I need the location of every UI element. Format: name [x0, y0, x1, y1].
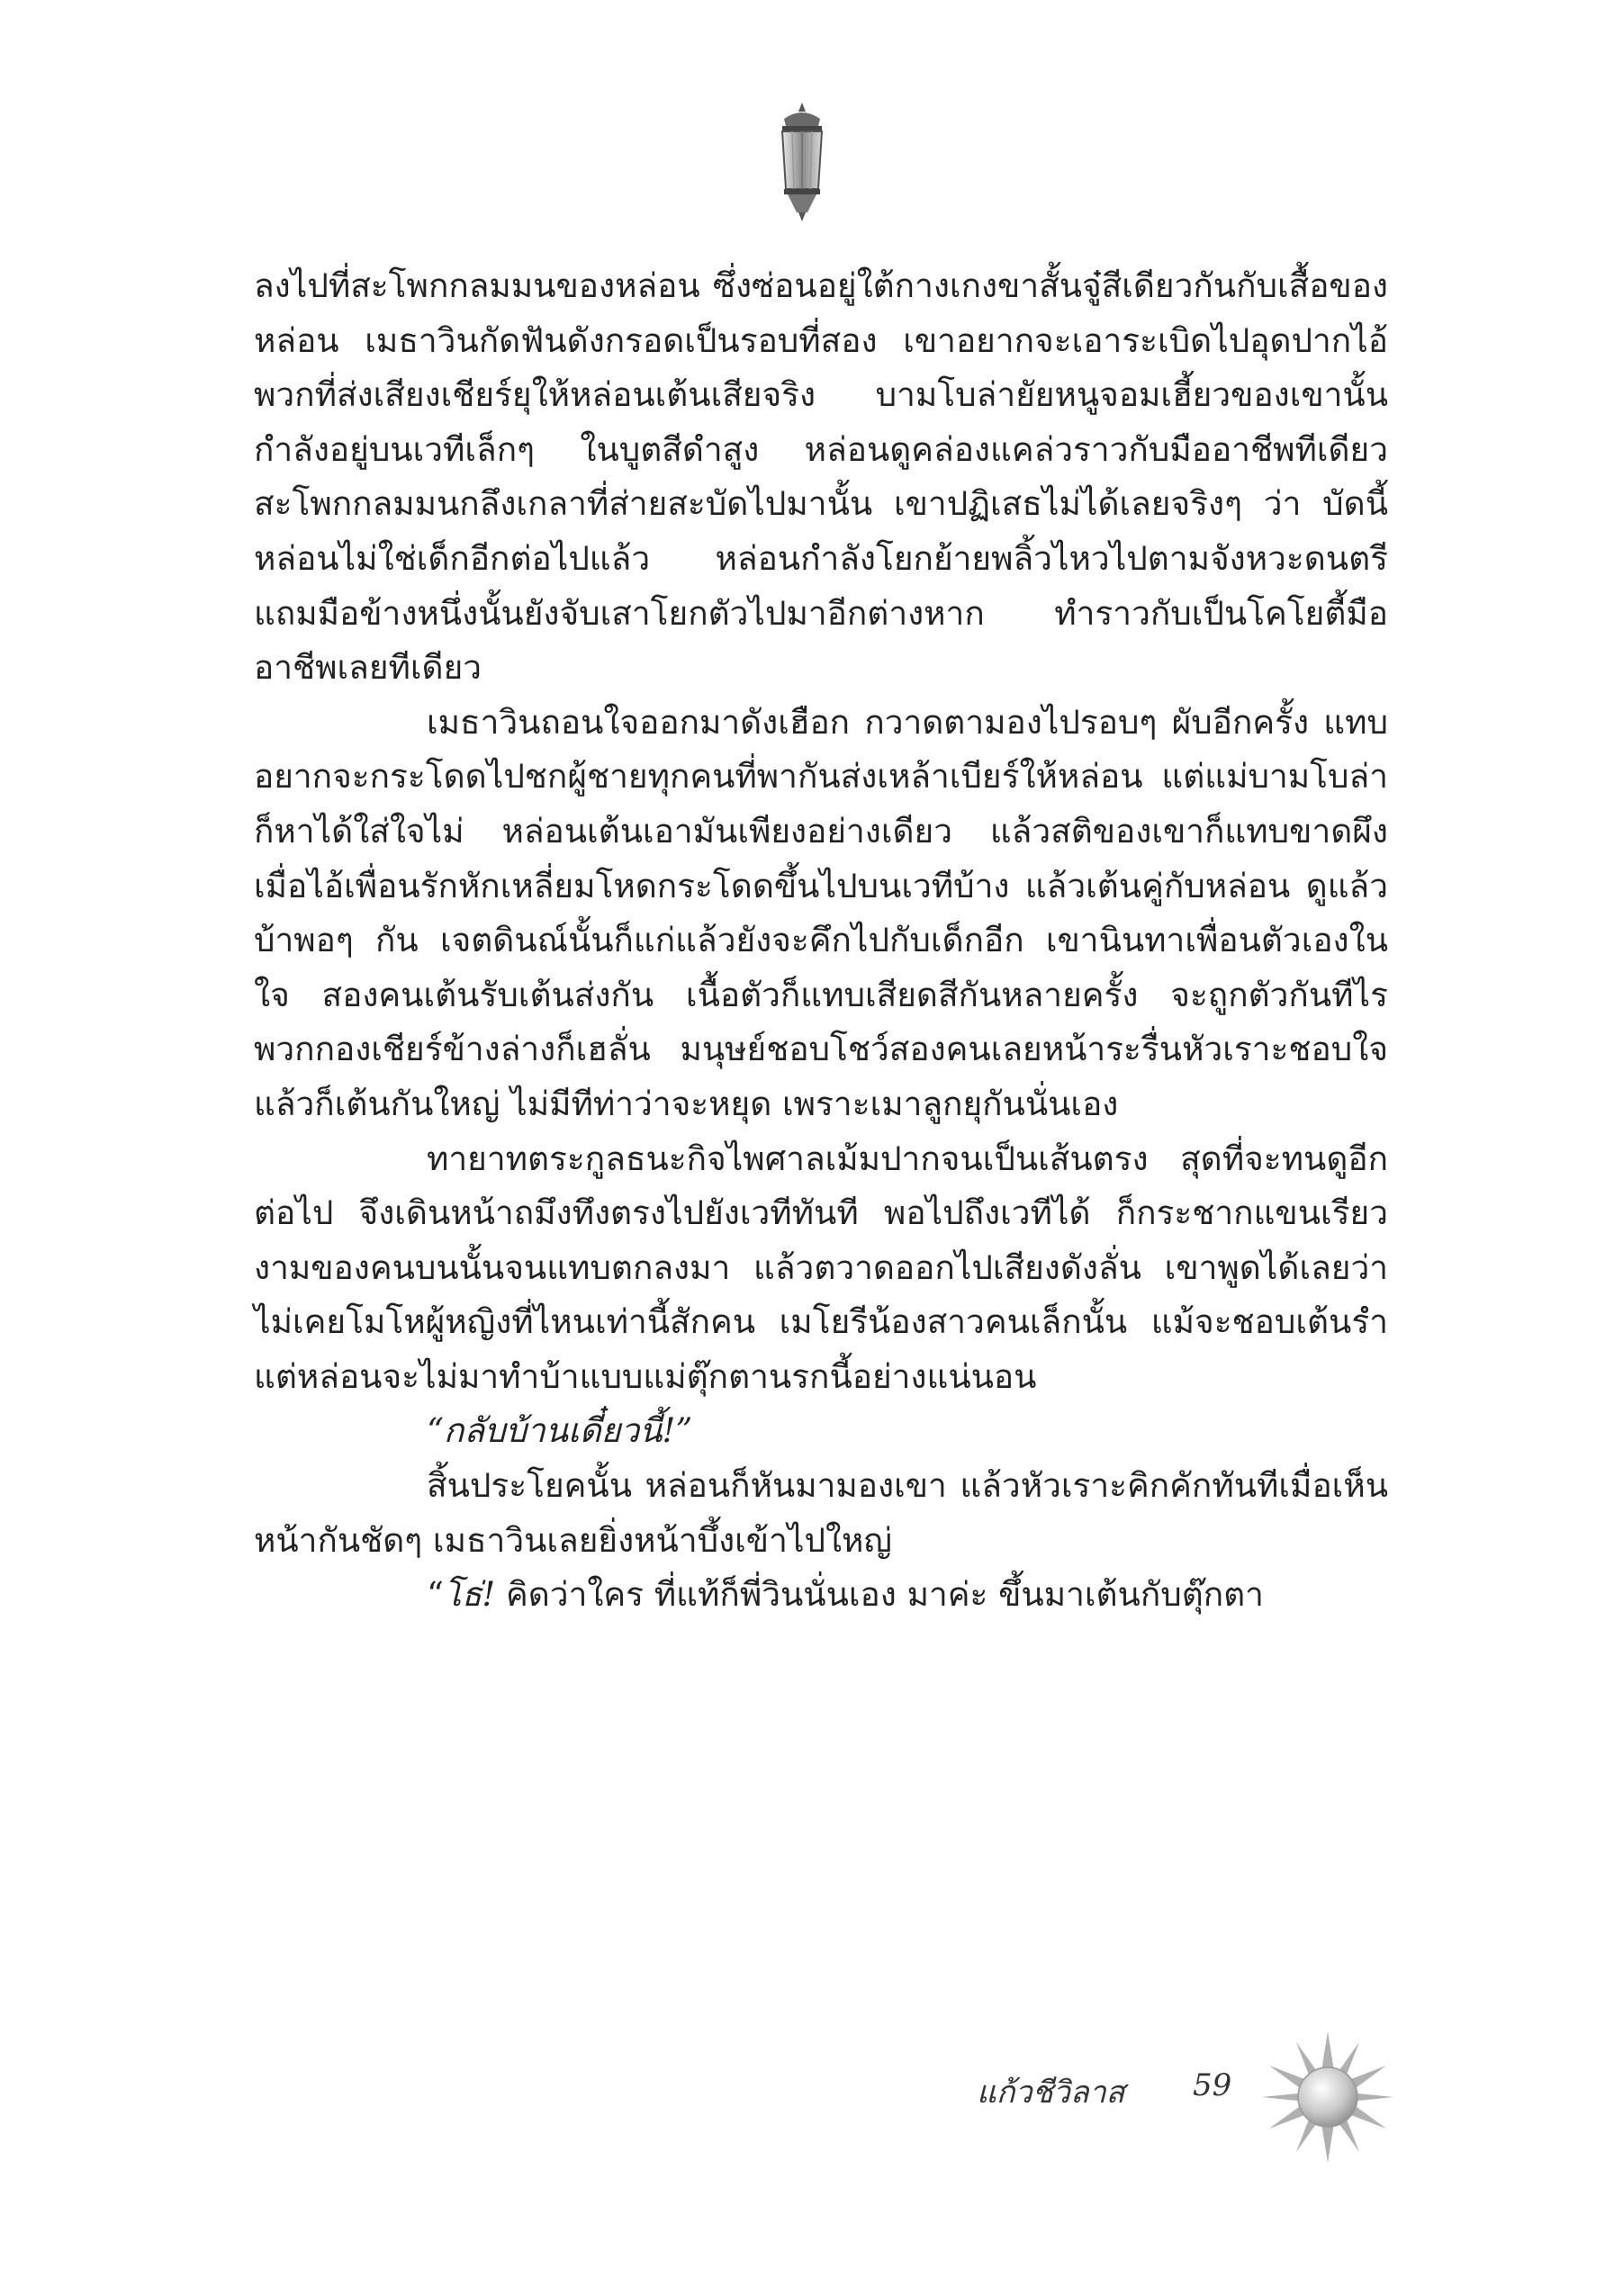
body-text: [254, 259, 1388, 1623]
lantern-icon: [766, 99, 838, 225]
page-number: 59: [1193, 2067, 1232, 2103]
book-title: แก้วชีวิลาส: [977, 2075, 1125, 2111]
sun-icon: [1260, 2030, 1395, 2165]
paragraph-5: [254, 1568, 1388, 1623]
paragraph-1: ลงไปที่สะโพกกลมมนของหล่อน ซึ่งซ่อนอยู่ใต้กางเกงขาสั้นจู๋สีเดียวกันกับเสื้อของหล่อน เมธาวินกัดฟันดังกรอดเป็นรอบที่สอง เขาอยากจะเอาระเบิดไปอุดปากไอ้พวกที่ส่งเสียงเชียร์ยุให้หล่อนเต้นเสียจริง บามโบล่ายัยหนูจอมเฮี้ยวของเขานั้นกำลังอยู่บนเวทีเล็กๆ ในบูตสีดำสูง หล่อนดูคล่องแคล่วราวกับมืออาชีพทีเดียว สะโพกกลมมนกลึงเกลาที่ส่ายสะบัดไปมานั้น เขาปฏิเสธไม่ได้เลยจริงๆ ว่า บัดนี้หล่อนไม่ใช่เด็กอีกต่อไปแล้ว หล่อนกำลังโยกย้ายพลิ้วไหวไปตามจังหวะดนตรี แถมมือข้างหนึ่งนั้นยังจับเสาโยกตัวไปมาอีกต่างหาก ทำราวกับเป็นโคโยตี้มืออาชีพเลยทีเดียว: [254, 266, 1388, 688]
dialogue-rest: คิดว่าใคร ที่แท้ก็พี่วินนั่นเอง มาค่ะ ขึ้นมาเต้นกับตุ๊กตา: [495, 1575, 1264, 1615]
exclamation-line: “กลับบ้านเดี๋ยวนี้!”: [427, 1411, 693, 1451]
paragraph-2: เมธาวินถอนใจออกมาดังเฮือก กวาดตามองไปรอบๆ ผับอีกครั้ง แทบอยากจะกระโดดไปชกผู้ชายทุกคนที่พากันส่งเหล้าเบียร์ให้หล่อน แต่แม่บามโบล่าก็หาได้ใส่ใจไม่ หล่อนเต้นเอามันเพียงอย่างเดียว แล้วสติของเขาก็แทบขาดผึง เมื่อไอ้เพื่อนรักหักเหลี่ยมโหดกระโดดขึ้นไปบนเวทีบ้าง แล้วเต้นคู่กับหล่อน ดูแล้วบ้าพอๆ กัน เจตดินณ์นั้นก็แก่แล้วยังจะคึกไปกับเด็กอีก เขานินทาเพื่อนตัวเองในใจ สองคนเต้นรับเต้นส่งกัน เนื้อตัวก็แทบเสียดสีกันหลายครั้ง จะถูกตัวกันทีไร พวกกองเชียร์ข้างล่างก็เฮลั่น มนุษย์ชอบโชว์สองคนเลยหน้าระรื่นหัวเราะชอบใจ แล้วก็เต้นกันใหญ่ ไม่มีทีท่าว่าจะหยุด เพราะเมาลูกยุกันนั่นเอง: [254, 702, 1388, 1123]
interjection: โธ่!: [443, 1575, 496, 1615]
open-quote: “: [427, 1575, 444, 1615]
paragraph-4: สิ้นประโยคนั้น หล่อนก็หันมามองเขา แล้วหัวเราะคิกคักทันทีเมื่อเห็นหน้ากันชัดๆ เมธาวินเลยยิ่งหน้าบึ้งเข้าไปใหญ่: [254, 1466, 1388, 1560]
paragraph-3: ทายาทตระกูลธนะกิจไพศาลเม้มปากจนเป็นเส้นตรง สุดที่จะทนดูอีกต่อไป จึงเดินหน้าถมึงทึงตรงไปยังเวทีทันที พอไปถึงเวทีได้ ก็กระชากแขนเรียวงามของคนบนนั้นจนแทบตกลงมา แล้วตวาดออกไปเสียงดังลั่น เขาพูดได้เลยว่าไม่เคยโมโหผู้หญิงที่ไหนเท่านี้สักคน เมโยรีน้องสาวคนเล็กนั้น แม้จะชอบเต้นรำ แต่หล่อนจะไม่มาทำบ้าแบบแม่ตุ๊กตานรกนี้อย่างแน่นอน: [254, 1139, 1388, 1396]
